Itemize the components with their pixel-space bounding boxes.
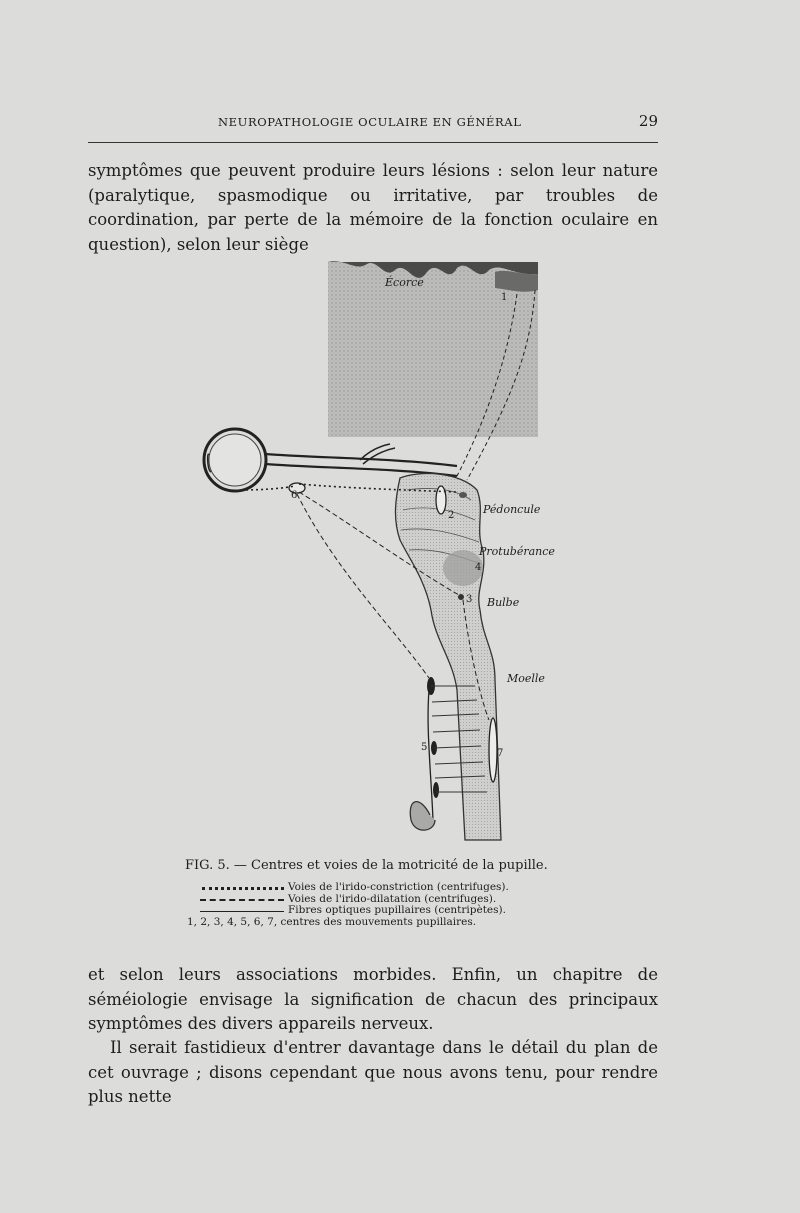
legend-text: Fibres optiques pupillaires (centripètes).	[288, 904, 506, 916]
paragraph-3: Il serait fastidieux d'entrer davantage dans le détail du plan de cet ouvrage ; disons cependant que nous avons tenu, pour rendre plus nette	[88, 1038, 658, 1106]
number-6: 6	[291, 490, 298, 501]
figure-5-illustration	[195, 250, 575, 850]
number-5: 5	[421, 742, 428, 753]
label-protuberance: Protubérance	[479, 545, 555, 558]
paragraph-1: symptômes que peuvent produire leurs lésions : selon leur nature (paralytique, spasmodique ou irritative, par troubles de coordination, par perte de la mémoire de la fonction oculaire en question), selon leur siège	[88, 161, 658, 254]
label-pedoncule: Pédoncule	[483, 503, 541, 516]
running-head	[88, 112, 658, 130]
figure-caption: FIG. 5. — Centres et voies de la motricité de la pupille.	[185, 858, 548, 873]
number-2: 2	[448, 510, 455, 521]
legend-row-optic-fibres	[200, 905, 590, 917]
label-ecorce: Écorce	[385, 276, 424, 289]
label-moelle: Moelle	[507, 672, 545, 685]
number-7: 7	[497, 748, 504, 759]
number-1: 1	[501, 292, 508, 303]
ciliary-ganglion	[289, 483, 305, 501]
number-4: 4	[475, 562, 482, 573]
dashed-line-symbol	[200, 894, 288, 905]
legend-text: Voies de l'irido-constriction (centrifuges).	[288, 881, 509, 893]
header-rule	[88, 142, 658, 143]
running-title: NEUROPATHOLOGIE OCULAIRE EN GÉNÉRAL	[218, 115, 522, 129]
legend-numbers-text: 1, 2, 3, 4, 5, 6, 7, centres des mouvements pupillaires.	[187, 915, 477, 928]
legend-text: Voies de l'irido-dilatation (centrifuges).	[288, 892, 497, 905]
legend-row-centres	[187, 917, 590, 929]
label-bulbe: Bulbe	[487, 596, 520, 609]
solid-line-symbol	[200, 905, 288, 916]
brainstem-and-spinal-cord	[395, 474, 503, 840]
figure-legend	[187, 881, 590, 928]
legend-row-constriction	[200, 882, 590, 894]
number-3: 3	[466, 594, 473, 605]
dotted-line-symbol	[200, 882, 288, 893]
page-number: 29	[638, 112, 658, 130]
paragraph-2: et selon leurs associations morbides. Enfin, un chapitre de séméiologie envisage la signification de chacun des principaux symptômes des divers appareils nerveux.	[88, 965, 658, 1033]
